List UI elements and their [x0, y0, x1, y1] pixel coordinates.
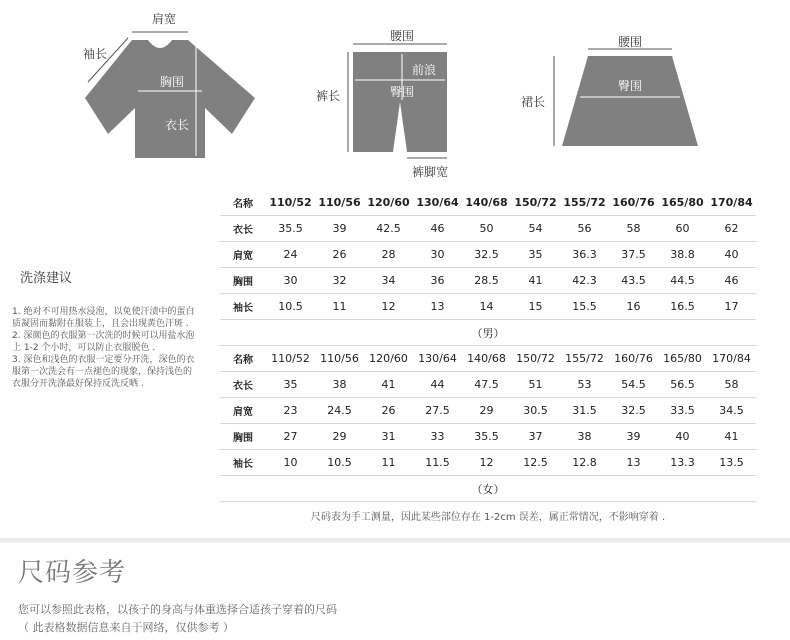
- cell: 56.5: [658, 372, 707, 398]
- male-row-shoulder: [220, 242, 756, 268]
- skirt-diagram: [550, 40, 710, 150]
- cell: 26: [315, 242, 364, 268]
- male-table-caption: （男）: [220, 320, 756, 346]
- male-row-sleeve: [220, 294, 756, 320]
- cell: 40: [707, 242, 756, 268]
- size-header: 155/72: [560, 346, 609, 372]
- cell: 23: [266, 398, 315, 424]
- cell: 32.5: [609, 398, 658, 424]
- size-reference-title: 尺码参考: [18, 558, 127, 588]
- cell: 56: [560, 216, 609, 242]
- cell: 29: [462, 398, 511, 424]
- washing-advice-line: 1. 绝对不可用热水浸泡，以免使汗渍中的蛋白质凝固而黏附在服装上，且会出现黄色汗斑 .: [12, 307, 195, 329]
- washing-advice-title: 洗涤建议: [20, 271, 73, 286]
- size-header: 110/52: [266, 190, 315, 216]
- cell: 44: [413, 372, 462, 398]
- cell: 11: [364, 450, 413, 476]
- skirt-waist-label: 腰围: [618, 35, 643, 49]
- cell: 58: [707, 372, 756, 398]
- female-row-sleeve: [220, 450, 756, 476]
- cell: 50: [462, 216, 511, 242]
- size-header: 170/84: [707, 190, 756, 216]
- cell: 58: [609, 216, 658, 242]
- cell: 10.5: [315, 450, 364, 476]
- cell: 12.8: [560, 450, 609, 476]
- cell: 35: [511, 242, 560, 268]
- male-caption-row: [220, 320, 756, 346]
- cell: 42.5: [364, 216, 413, 242]
- size-header: 150/72: [511, 346, 560, 372]
- cell: 12: [462, 450, 511, 476]
- cell: 40: [658, 424, 707, 450]
- cell: 39: [315, 216, 364, 242]
- cell: 51: [511, 372, 560, 398]
- cell: 38.8: [658, 242, 707, 268]
- pants-length-label: 裤长: [316, 89, 341, 103]
- cell: 28.5: [462, 268, 511, 294]
- row-label: 衣长: [220, 372, 266, 398]
- cell: 36: [413, 268, 462, 294]
- row-label: 衣长: [220, 216, 266, 242]
- cell: 41: [364, 372, 413, 398]
- cell: 38: [560, 424, 609, 450]
- section-divider: [0, 538, 790, 543]
- length-label: 衣长: [165, 118, 190, 132]
- cell: 14: [462, 294, 511, 320]
- pants-waist-label: 腰围: [390, 29, 415, 43]
- cell: 16: [609, 294, 658, 320]
- leg-opening-label: 裤脚宽: [412, 165, 449, 179]
- cell: 15.5: [560, 294, 609, 320]
- size-header: 160/76: [609, 190, 658, 216]
- cell: 15: [511, 294, 560, 320]
- shoulder-label: 肩宽: [152, 12, 177, 26]
- washing-advice-line: 2. 深颜色的衣服第一次洗的时候可以用盐水泡上 1-2 个小时，可以防止衣服脱色 .: [12, 331, 195, 353]
- cell: 34.5: [707, 398, 756, 424]
- cell: 12: [364, 294, 413, 320]
- size-table: [220, 190, 756, 502]
- skirt-length-label: 裙长: [521, 95, 546, 109]
- size-header: 120/60: [364, 346, 413, 372]
- cell: 27: [266, 424, 315, 450]
- cell: 62: [707, 216, 756, 242]
- size-header: 130/64: [413, 190, 462, 216]
- size-header: 150/72: [511, 190, 560, 216]
- male-header-row: [220, 190, 756, 216]
- sleeve-label: 袖长: [83, 47, 108, 61]
- cell: 46: [707, 268, 756, 294]
- size-header: 165/80: [658, 190, 707, 216]
- size-header: 110/52: [266, 346, 315, 372]
- cell: 17: [707, 294, 756, 320]
- cell: 42.3: [560, 268, 609, 294]
- female-row-chest: [220, 424, 756, 450]
- cell: 43.5: [609, 268, 658, 294]
- measurement-note: 尺码表为手工测量，因此某些部位存在 1-2cm 误差，属正常情况，不影响穿着 .: [310, 512, 666, 523]
- cell: 31.5: [560, 398, 609, 424]
- cell: 12.5: [511, 450, 560, 476]
- cell: 35.5: [266, 216, 315, 242]
- cell: 47.5: [462, 372, 511, 398]
- female-header-row: [220, 346, 756, 372]
- size-header: 120/60: [364, 190, 413, 216]
- male-row-length: [220, 216, 756, 242]
- size-header: 140/68: [462, 190, 511, 216]
- cell: 54: [511, 216, 560, 242]
- size-header: 155/72: [560, 190, 609, 216]
- cell: 37.5: [609, 242, 658, 268]
- cell: 13: [609, 450, 658, 476]
- cell: 35: [266, 372, 315, 398]
- cell: 11.5: [413, 450, 462, 476]
- cell: 53: [560, 372, 609, 398]
- cell: 13: [413, 294, 462, 320]
- cell: 29: [315, 424, 364, 450]
- row-label: 袖长: [220, 450, 266, 476]
- cell: 26: [364, 398, 413, 424]
- cell: 41: [707, 424, 756, 450]
- pants-hip-label: 臀围: [390, 85, 415, 99]
- size-header: 170/84: [707, 346, 756, 372]
- row-label: 肩宽: [220, 242, 266, 268]
- skirt-shape: [562, 56, 698, 146]
- size-header: 110/56: [315, 346, 364, 372]
- washing-advice-body: [12, 306, 200, 390]
- cell: 37: [511, 424, 560, 450]
- cell: 60: [658, 216, 707, 242]
- cell: 30.5: [511, 398, 560, 424]
- cell: 54.5: [609, 372, 658, 398]
- size-reference-description: 您可以参照此表格，以孩子的身高与体重选择合适孩子穿着的尺码: [18, 603, 337, 616]
- cell: 28: [364, 242, 413, 268]
- cell: 36.3: [560, 242, 609, 268]
- skirt-hip-label: 臀围: [618, 79, 643, 93]
- cell: 11: [315, 294, 364, 320]
- row-label: 胸围: [220, 424, 266, 450]
- female-row-shoulder: [220, 398, 756, 424]
- washing-advice-line: 3. 深色和浅色的衣服一定要分开洗，深色的衣服第一次洗会有一点褪色的现象，保持浅色的衣服分开洗涤最好保持反洗反晒 .: [12, 355, 195, 389]
- cell: 32: [315, 268, 364, 294]
- cell: 10.5: [266, 294, 315, 320]
- cell: 39: [609, 424, 658, 450]
- cell: 13.5: [707, 450, 756, 476]
- row-label: 胸围: [220, 268, 266, 294]
- size-header: 130/64: [413, 346, 462, 372]
- cell: 13.3: [658, 450, 707, 476]
- size-reference-disclaimer: （ 此表格数据信息来自于网络，仅供参考 ）: [18, 621, 234, 634]
- female-row-length: [220, 372, 756, 398]
- cell: 16.5: [658, 294, 707, 320]
- cell: 33: [413, 424, 462, 450]
- female-header-label: 名称: [220, 346, 266, 372]
- male-header-label: 名称: [220, 190, 266, 216]
- row-label: 袖长: [220, 294, 266, 320]
- cell: 35.5: [462, 424, 511, 450]
- female-table-caption: （女）: [220, 476, 756, 502]
- size-header: 140/68: [462, 346, 511, 372]
- cell: 46: [413, 216, 462, 242]
- cell: 34: [364, 268, 413, 294]
- cell: 30: [266, 268, 315, 294]
- chest-label: 胸围: [160, 75, 185, 89]
- cell: 41: [511, 268, 560, 294]
- cell: 32.5: [462, 242, 511, 268]
- cell: 24: [266, 242, 315, 268]
- male-row-chest: [220, 268, 756, 294]
- front-rise-label: 前浪: [412, 63, 437, 77]
- cell: 24.5: [315, 398, 364, 424]
- size-header: 165/80: [658, 346, 707, 372]
- pants-diagram: [345, 40, 465, 165]
- cell: 10: [266, 450, 315, 476]
- cell: 33.5: [658, 398, 707, 424]
- female-caption-row: [220, 476, 756, 502]
- size-header: 160/76: [609, 346, 658, 372]
- cell: 30: [413, 242, 462, 268]
- cell: 38: [315, 372, 364, 398]
- cell: 44.5: [658, 268, 707, 294]
- size-header: 110/56: [315, 190, 364, 216]
- row-label: 肩宽: [220, 398, 266, 424]
- cell: 31: [364, 424, 413, 450]
- cell: 27.5: [413, 398, 462, 424]
